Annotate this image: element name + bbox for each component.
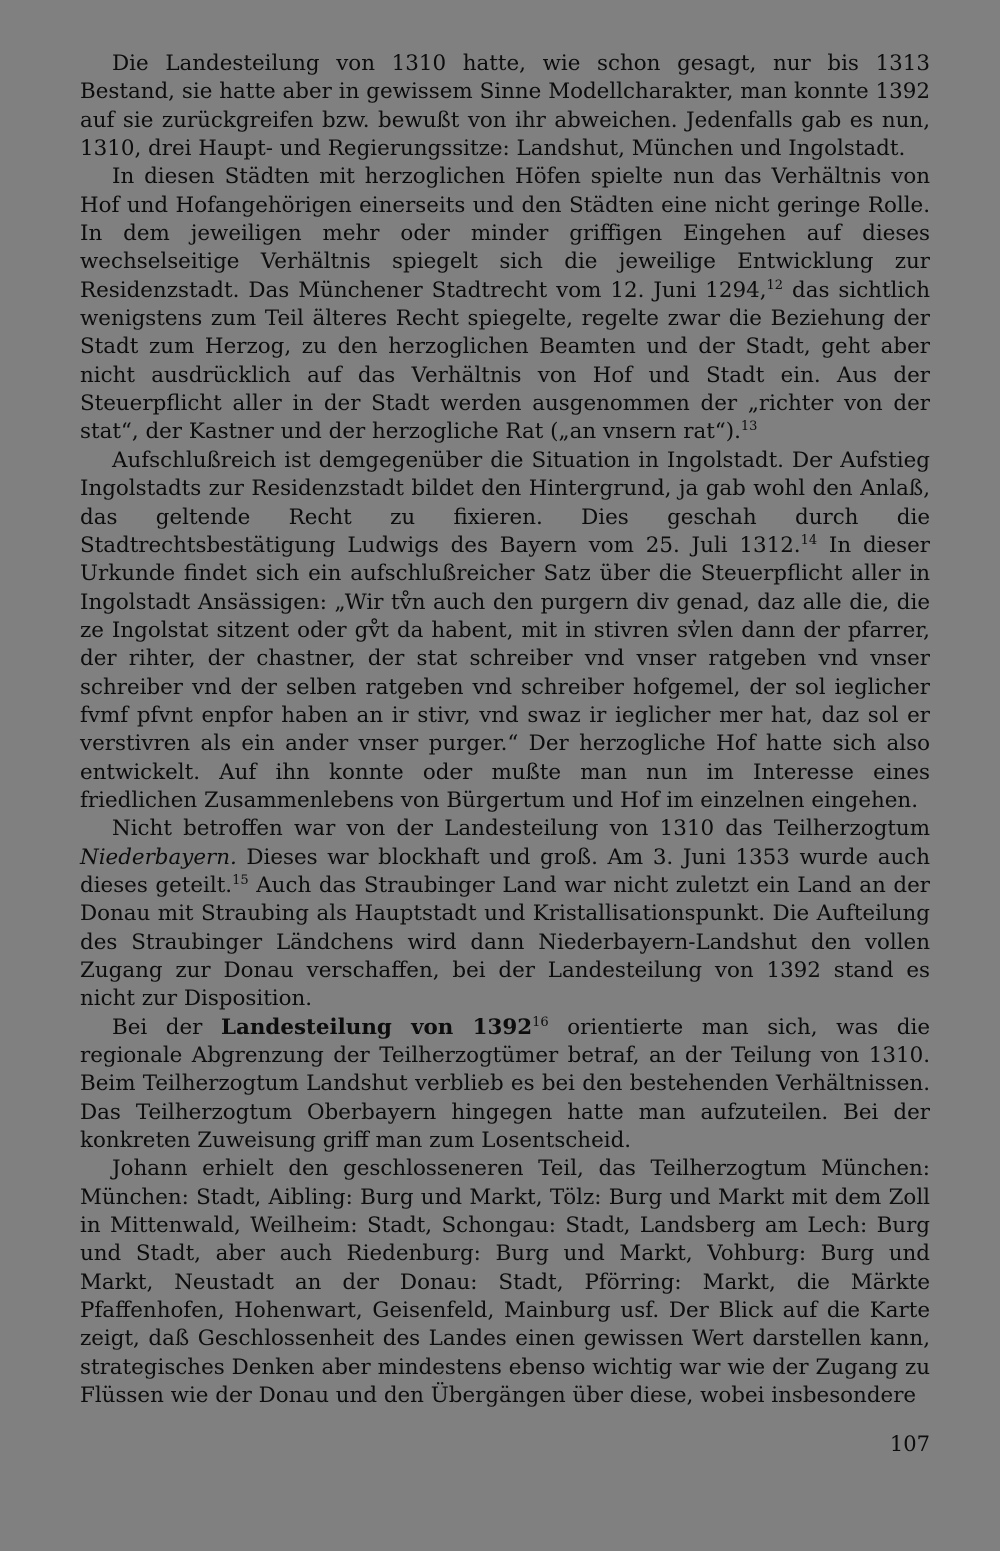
text-segment: Bei der <box>112 1014 221 1040</box>
text-segment: Nicht betroffen war von der Landesteilung von 1310 das Teilherzogtum <box>112 816 930 842</box>
footnote-marker: 13 <box>740 419 758 435</box>
paragraph <box>80 163 930 446</box>
text-segment: Dieses war blockhaft und groß. Am 3. Juni 1353 wurde auch dieses geteilt. <box>80 844 930 898</box>
text-segment: orientierte man sich, was die regionale Abgrenzung der Teilherzogtümer betraf, an der Teilung von 1310. Beim Teilherzogtum Landshut verblieb es bei den bestehenden Verhältnissen. Das Teilherzogtum Oberbayern hingegen hatte man aufzuteilen. Bei der konkreten Zuweisung griff man zum Losentscheid. <box>80 1014 930 1154</box>
paragraph <box>80 50 930 163</box>
text-segment: Die Landesteilung von 1310 hatte, wie schon gesagt, nur bis 1313 Bestand, sie hatte aber in gewissem Sinne Modellcharakter, man konnte 1392 auf sie zurückgreifen bzw. bewußt von ihr abweichen. Jedenfalls gab es nun, 1310, drei Haupt- und Regierungssitze: Landshut, München und Ingolstadt. <box>80 51 930 162</box>
paragraph <box>80 447 930 815</box>
text-segment: das sichtlich wenigstens zum Teil älteres Recht spiegelte, regelte zwar die Beziehung der Stadt zum Herzog, zu den herzoglichen Beamten und der Stadt, geht aber nicht ausdrücklich auf das Verhältnis von Hof und Stadt ein. Aus der Steuerpflicht aller in der Stadt werden ausgenommen der „richter von der stat“, der Kastner und der herzogliche Rat („an vnsern rat“). <box>80 277 930 445</box>
text-segment: In dieser Urkunde findet sich ein aufschlußreicher Satz über die Steuerpflicht aller in Ingolstadt Ansässigen: „Wir tv̊n auch den purgern div genad, daz alle die, die ze Ingolstat sitzent oder gv̊t da habent, mit in stivren sv̓len dann der pfarrer, der rihter, der chastner, der stat schreiber vnd vnser ratgeben vnd vnser schreiber vnd der selben ratgeben vnd schreiber hofgemel, der sol ieglicher fvmf pfvnt enpfor haben an ir stivr, vnd swaz ir ieglicher mer hat, daz sol er verstivren als ein ander vnser purger.“ Der herzogliche Hof hatte sich also entwickelt. Auf ihn konnte oder mußte man nun im Interesse eines friedlichen Zusammenlebens von Bürgertum und Hof im einzelnen eingehen. <box>80 532 930 813</box>
italic-text: Niederbayern. <box>80 844 237 870</box>
bold-text: Landesteilung von 1392 <box>220 1014 533 1040</box>
text-segment: Johann erhielt den geschlosseneren Teil, das Teilherzogtum München: München: Stadt, Aibling: Burg und Markt, Tölz: Burg und Markt mit dem Zoll in Mittenwald, Weilheim: Stadt, Schongau: Stadt, Landsberg am Lech: Burg und Stadt, aber auch Riedenburg: Burg und Markt, Vohburg: Burg und Markt, Neustadt an der Donau: Stadt, Pförring: Markt, die Märkte Pfaffenhofen, Hohenwart, Geisenfeld, Mainburg usf. Der Blick auf die Karte zeigt, daß Geschlossenheit des Landes einen gewissen Wert darstellen kann, strategisches Denken aber mindestens ebenso wichtig war wie der Zugang zu Flüssen wie der Donau und den Übergängen über diese, wobei insbesondere <box>80 1156 930 1409</box>
text-segment: In diesen Städten mit herzoglichen Höfen spielte nun das Verhältnis von Hof und Hofangehörigen einerseits und den Städten eine nicht geringe Rolle. In dem jeweiligen mehr oder minder griffigen Eingehen auf dieses wechselseitige Verhältnis spiegelt sich die jeweilige Entwicklung zur Residenzstadt. Das Münchener Stadtrecht vom 12. Juni 1294, <box>80 164 930 303</box>
paragraph <box>80 815 930 1013</box>
page-text <box>80 50 930 1411</box>
footnote-marker: 16 <box>532 1014 549 1030</box>
paragraph <box>80 1155 930 1410</box>
page-number: 107 <box>889 1432 930 1456</box>
paragraph <box>80 1014 930 1156</box>
footnote-marker: 12 <box>766 277 784 293</box>
text-segment: Auch das Straubinger Land war nicht zuletzt ein Land an der Donau mit Straubing als Hauptstadt und Kristallisationspunkt. Die Aufteilung des Straubinger Ländchens wird dann Niederbayern-Landshut den vollen Zugang zur Donau verschaffen, bei der Landesteilung von 1392 stand es nicht zur Disposition. <box>80 872 930 1012</box>
footnote-marker: 15 <box>232 872 249 888</box>
footnote-marker: 14 <box>800 532 818 548</box>
text-segment: Aufschlußreich ist demgegenüber die Situation in Ingolstadt. Der Aufstieg Ingolstadts zur Residenzstadt bildet den Hintergrund, ja gab wohl den Anlaß, das geltende Recht zu fixieren. Dies geschah durch die Stadtrechtsbestätigung Ludwigs des Bayern vom 25. Juli 1312. <box>80 447 930 558</box>
